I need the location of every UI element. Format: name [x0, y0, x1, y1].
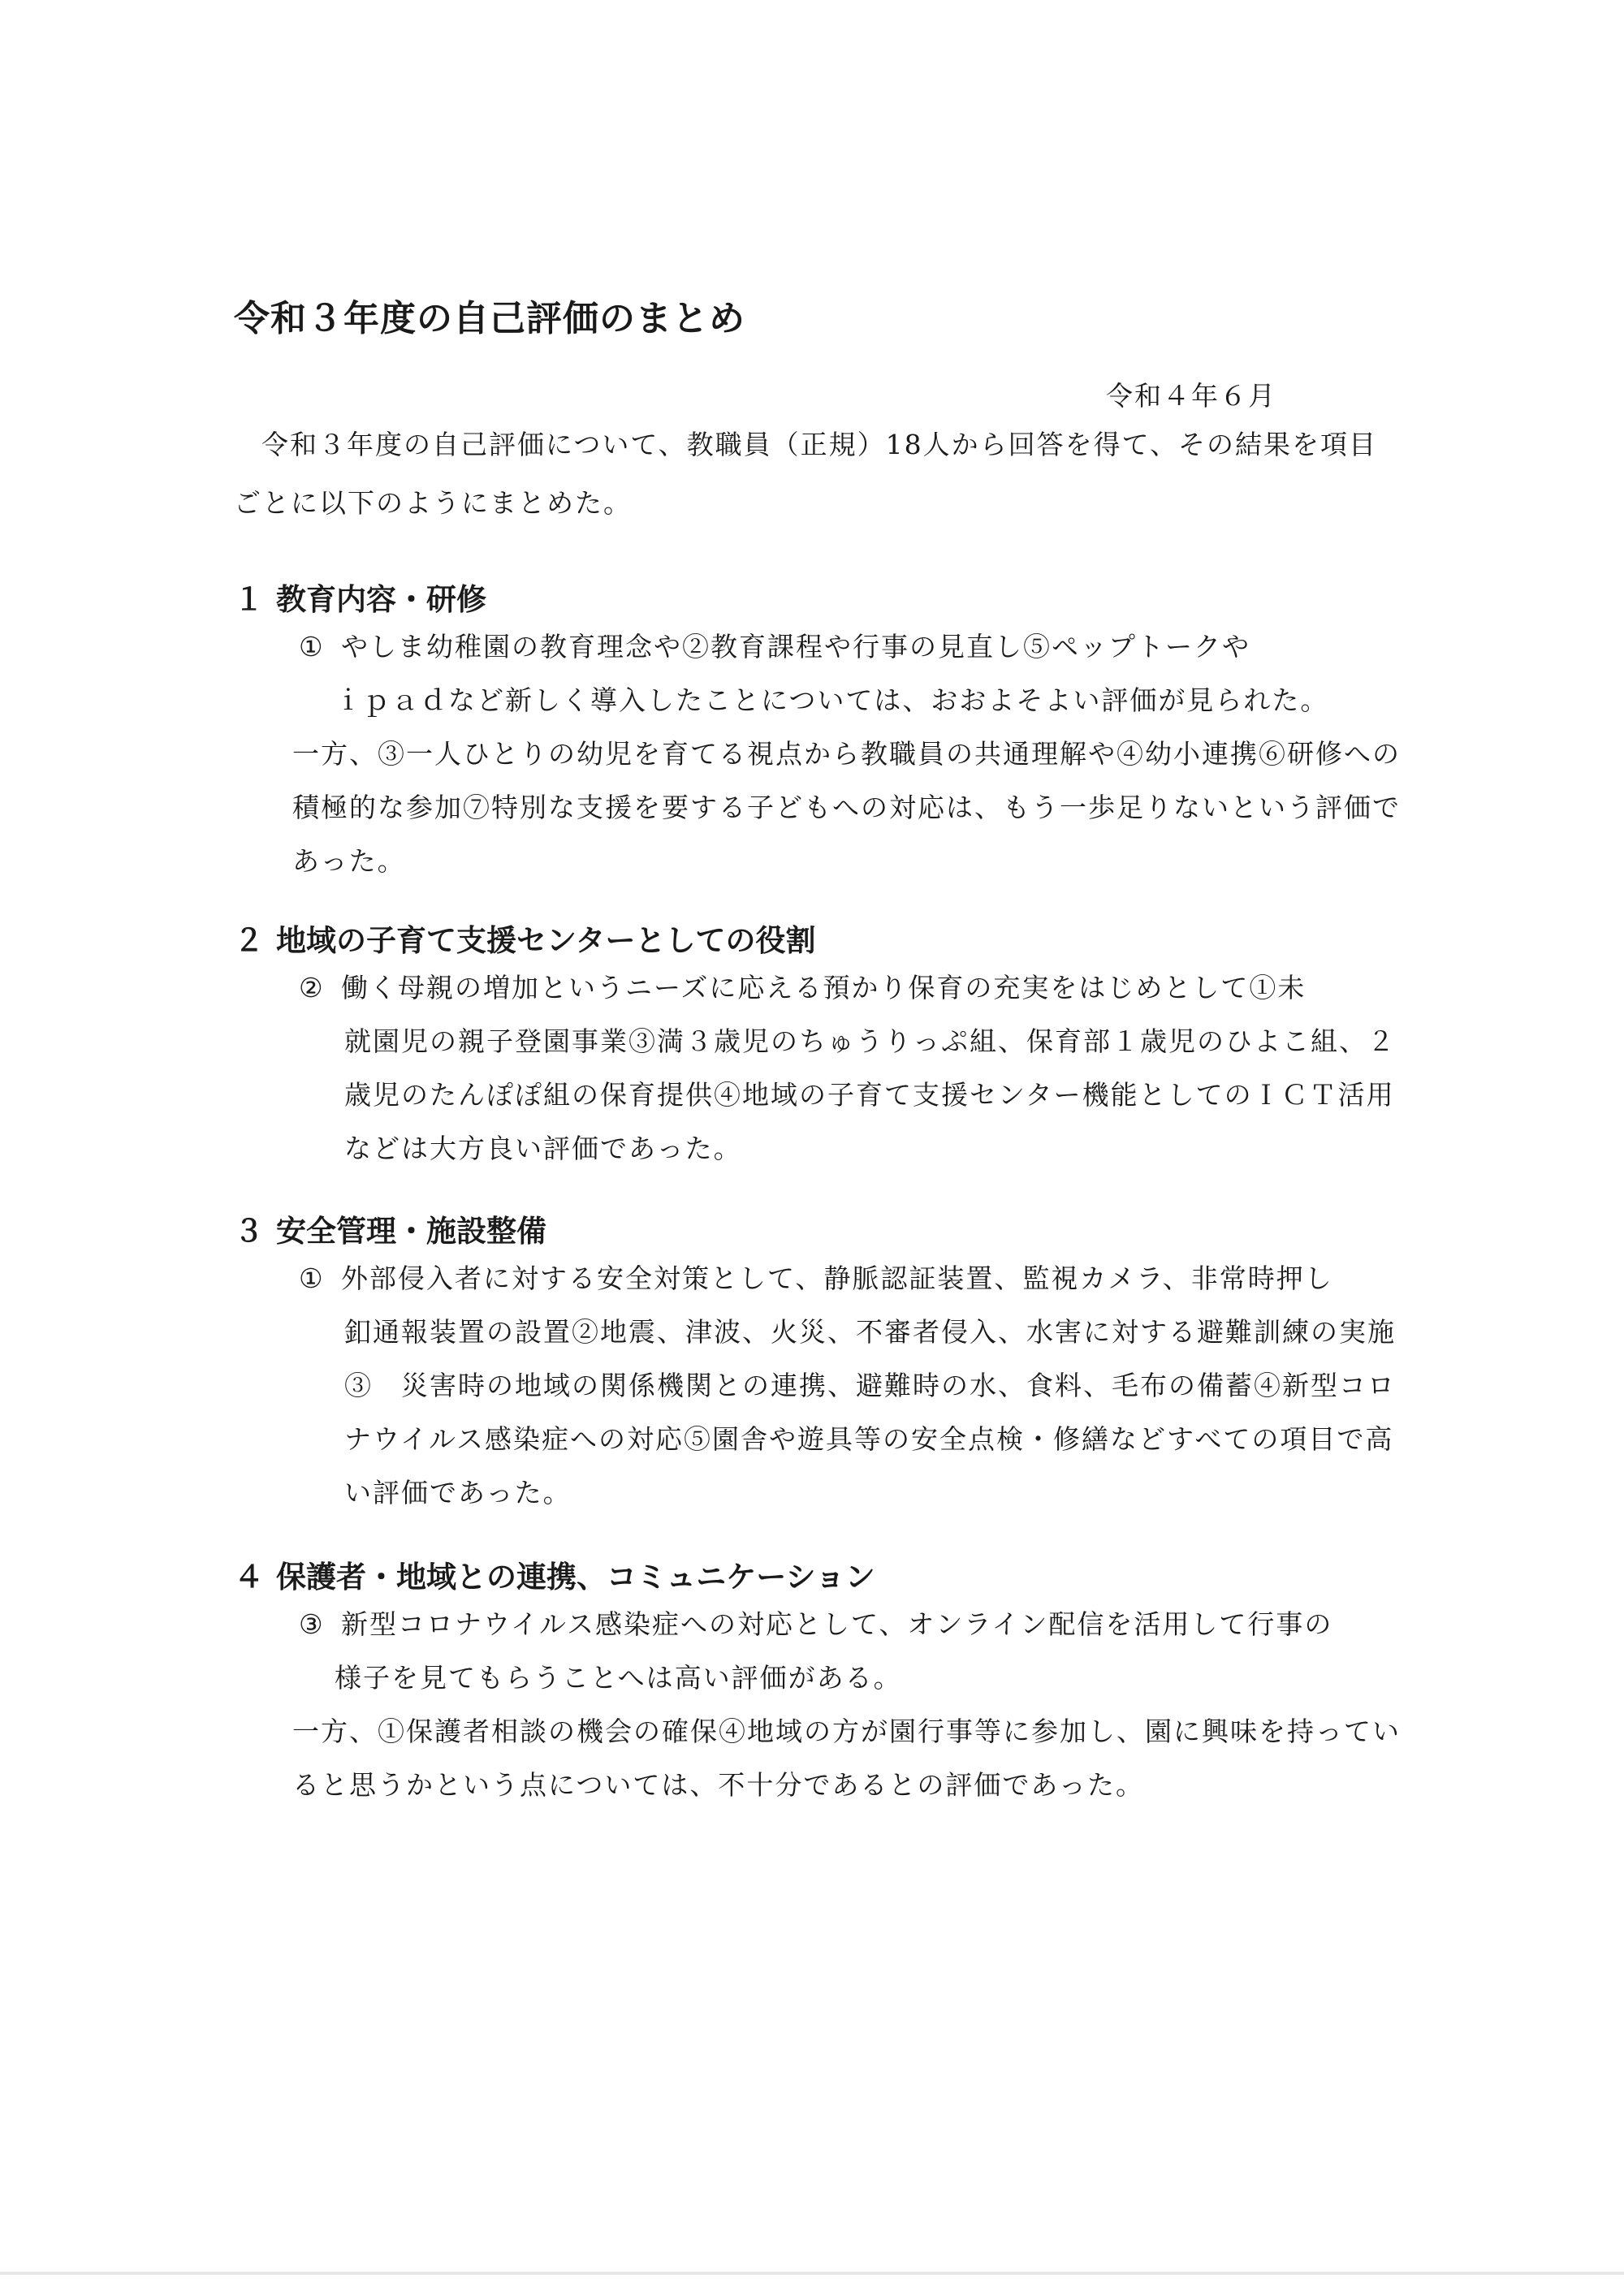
section-1-heading	[234, 575, 486, 619]
section-3-lead-text: 外部侵入者に対する安全対策として、静脈認証装置、監視カメラ、非常時押し	[341, 1262, 1333, 1294]
section-4-title: 保護者・地域との連携、コミュニケーション	[276, 1560, 875, 1595]
section-2-number: ２	[234, 923, 264, 958]
section-1-number: １	[234, 582, 264, 617]
scan-edge-line	[0, 2272, 1624, 2275]
section-3-lead-line	[299, 1252, 1419, 1306]
section-3-marker: ①	[299, 1262, 323, 1294]
document-title: 令和３年度の自己評価のまとめ	[234, 298, 745, 339]
section-1-body: 一方、③一人ひとりの幼児を育てる視点から教職員の共通理解や④幼小連携⑥研修への積極的な参加⑦特別な支援を要する子どもへの対応は、もう一歩足りないという評価であった。	[292, 738, 1401, 877]
section-3-title: 安全管理・施設整備	[276, 1214, 546, 1249]
section-4-lead-text: 新型コロナウイルス感染症への対応として、オンライン配信を活用して行事の	[341, 1608, 1333, 1640]
document-date: 令和４年６月	[1106, 380, 1276, 412]
section-4-heading	[234, 1552, 875, 1596]
section-4-line2: 様子を見てもらうことへは高い評価がある。	[335, 1662, 902, 1694]
section-3-body: 釦通報装置の設置②地震、津波、火災、不審者侵入、水害に対する避難訓練の実施③ 災害時の地域の関係機関との連携、避難時の水、食料、毛布の備蓄④新型コロナウイルス感染症への対応⑤園舎や遊具等の安全点検・修繕などすべての項目で高い評価であった。	[344, 1316, 1396, 1508]
section-2-marker: ②	[299, 972, 323, 1003]
section-4-marker: ③	[299, 1608, 323, 1640]
section-1-lead-text: やしま幼稚園の教育理念や②教育課程や行事の見直し⑤ペップトークや	[341, 631, 1250, 662]
section-3-number: ３	[234, 1214, 264, 1249]
section-1-marker: ①	[299, 631, 323, 662]
section-2-lead-line	[299, 961, 1419, 1015]
section-1-line2: ｉｐａｄなど新しく導入したことについては、おおよそよい評価が見られた。	[335, 684, 1329, 716]
section-4-number: ４	[234, 1560, 264, 1595]
section-2-title: 地域の子育て支援センターとしての役割	[276, 923, 816, 958]
section-1-title: 教育内容・研修	[276, 582, 486, 617]
section-4-lead-line	[299, 1598, 1419, 1651]
intro-paragraph: 令和３年度の自己評価について、教職員（正規）18人から回答を得て、その結果を項目ごとに以下のようにまとめた。	[234, 429, 1378, 519]
section-3-heading	[234, 1206, 546, 1250]
section-4-body: 一方、①保護者相談の機会の確保④地域の方が園行事等に参加し、園に興味を持っていると思うかという点については、不十分であるとの評価であった。	[292, 1716, 1401, 1801]
section-2-heading	[234, 916, 816, 960]
section-1-lead-line	[299, 620, 1419, 674]
section-2-body: 就園児の親子登園事業③満３歳児のちゅうりっぷ組、保育部１歳児のひよこ組、２歳児のたんぽぽ組の保育提供④地域の子育て支援センター機能としてのＩＣＴ活用などは大方良い評価であった。	[344, 1025, 1396, 1164]
section-2-lead-text: 働く母親の増加というニーズに応える預かり保育の充実をはじめとして①未	[341, 972, 1307, 1003]
